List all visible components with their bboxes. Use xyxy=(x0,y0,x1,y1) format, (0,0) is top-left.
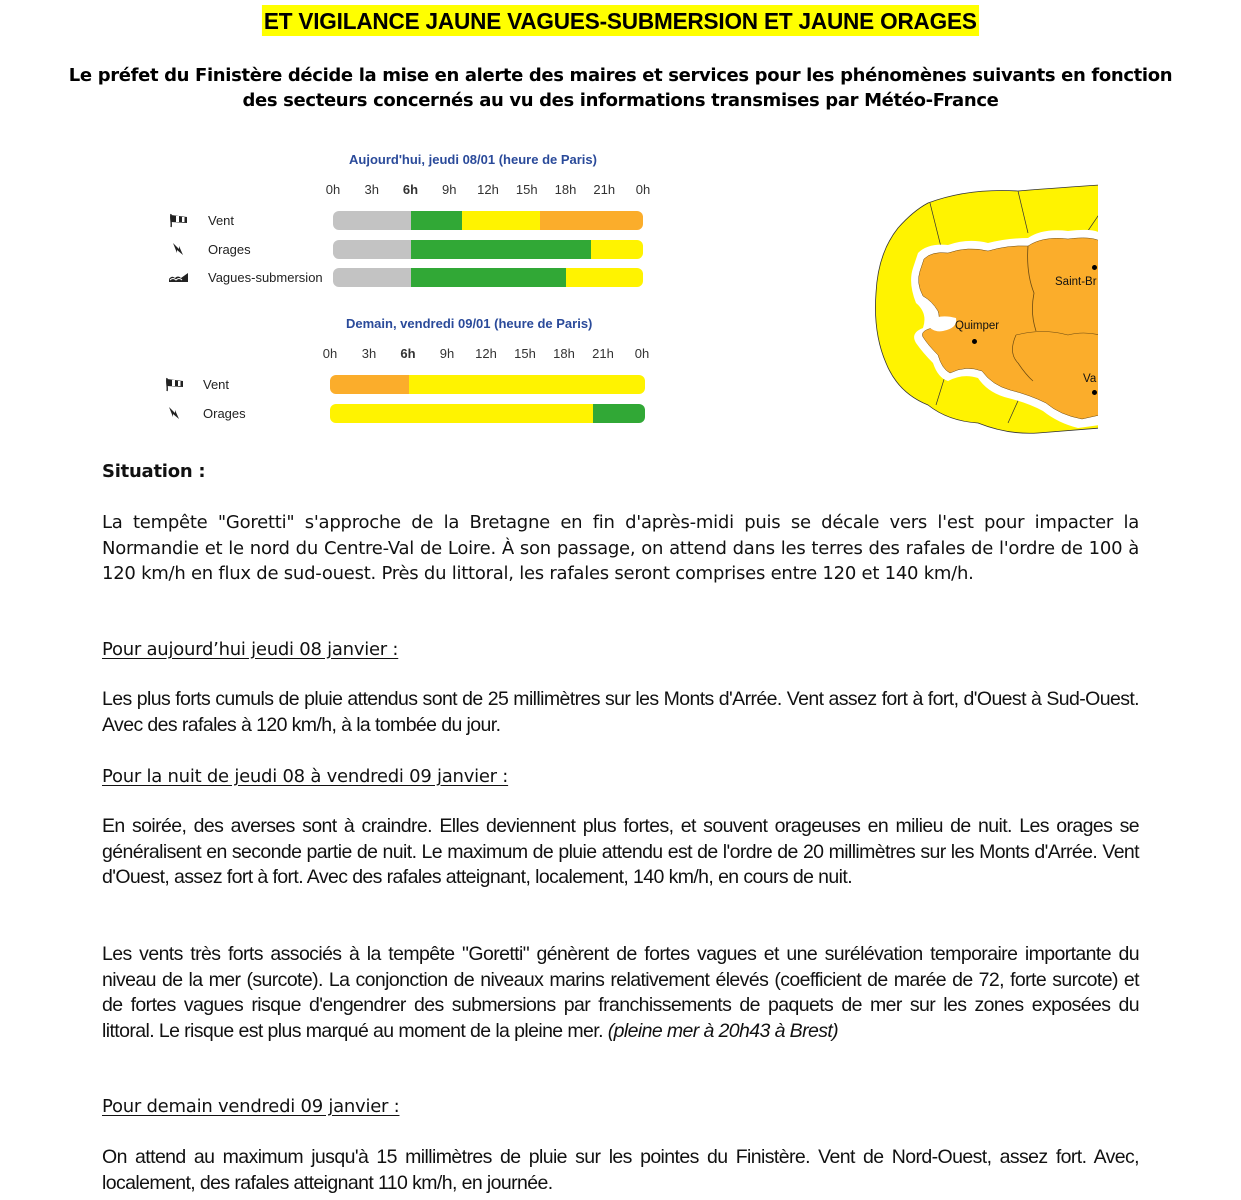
vigilance-today xyxy=(160,145,660,305)
map-dot-saint-brieuc xyxy=(1092,265,1097,270)
hour-tick: 18h xyxy=(554,182,577,197)
timeline-segment-orange xyxy=(540,211,643,230)
hour-tick: 15h xyxy=(515,182,538,197)
hour-tick: 21h xyxy=(592,346,614,361)
map-dot-vannes xyxy=(1092,390,1097,395)
row-label-orages: Orages xyxy=(203,406,246,421)
map-dot-quimper xyxy=(972,339,977,344)
waves-icon xyxy=(168,269,190,285)
row-orages-tomorrow xyxy=(164,404,654,424)
windsock-icon xyxy=(164,376,186,392)
high-tide-note: (pleine mer à 20h43 à Brest) xyxy=(607,1019,839,1042)
lightning-icon xyxy=(164,405,186,421)
night-heading: Pour la nuit de jeudi 08 à vendredi 09 janvier : xyxy=(102,766,509,787)
map-label-vannes: Va xyxy=(1083,373,1097,385)
today-heading: Pour aujourd’hui jeudi 08 janvier : xyxy=(102,639,399,660)
situation-heading: Situation : xyxy=(102,461,206,482)
hour-tick: 3h xyxy=(364,182,379,197)
timeline-segment-green xyxy=(411,240,592,259)
hour-tick: 0h xyxy=(634,346,650,361)
hour-tick: 9h xyxy=(442,182,457,197)
row-label-vent: Vent xyxy=(208,213,235,228)
row-vent xyxy=(168,211,658,231)
row-vagues-submersion xyxy=(168,268,658,288)
timeline-segment-gray xyxy=(333,240,411,259)
surge-text: Les vents très forts associés à la tempête "Goretti" génèrent de fortes vagues et une surélévation temporaire importante du niveau de la mer (surcote). La conjonction de niveaux marins relativement élevés (coefficient de marée de 72, forte surcote) et de fortes vagues risque d'engendrer des submersions par franchissements de paquets de mer sur les zones exposées du littoral. Le risque est plus marqué au moment de la pleine mer. xyxy=(102,943,1139,1042)
timeline-segment-yellow xyxy=(591,240,643,259)
hour-tick: 12h xyxy=(477,182,499,197)
map-label-quimper: Quimper xyxy=(955,320,1000,332)
headline-container xyxy=(0,5,1241,36)
hour-tick: 3h xyxy=(361,346,377,361)
timeline-segment-orange xyxy=(330,375,409,394)
timeline-bar-vent[interactable] xyxy=(333,211,643,230)
timeline-segment-yellow xyxy=(409,375,645,394)
timeline-bar-orages[interactable] xyxy=(330,404,645,423)
timeline-segment-gray xyxy=(333,268,411,287)
hour-tick: 9h xyxy=(439,346,455,361)
row-vent-tomorrow xyxy=(164,375,654,395)
hour-tick: 6h xyxy=(400,346,416,361)
timeline-segment-green xyxy=(411,268,566,287)
hour-tick: 0h xyxy=(322,346,338,361)
tomorrow-paragraph: On attend au maximum jusqu'à 15 millimètres de pluie sur les pointes du Finistère. Vent de Nord-Ouest, assez fort. Avec, localement, des rafales atteignant 110 km/h, en journée. xyxy=(102,1146,1139,1194)
vigilance-tomorrow-title: Demain, vendredi 09/01 (heure de Paris) xyxy=(346,316,593,331)
timeline-segment-yellow xyxy=(566,268,644,287)
vigilance-map xyxy=(868,183,1098,435)
timeline-bar-vagues-submersion[interactable] xyxy=(333,268,643,287)
row-orages xyxy=(168,240,658,260)
night-paragraph-2 xyxy=(102,942,1139,1044)
timeline-segment-green xyxy=(593,404,646,423)
hour-tick: 12h xyxy=(475,346,497,361)
vigilance-today-title: Aujourd'hui, jeudi 08/01 (heure de Paris) xyxy=(349,152,597,167)
night-paragraph: En soirée, des averses sont à craindre. Elles deviennent plus fortes, et souvent orageuses en milieu de nuit. Les orages se généralisent en seconde partie de nuit. Le maximum de pluie attendu est de l'ordre de 20 millimètres sur les Monts d'Arrée. Vent d'Ouest, assez fort à fort. Avec des rafales atteignant, localement, 140 km/h, en cours de nuit. xyxy=(102,815,1139,888)
timeline-segment-gray xyxy=(333,211,411,230)
vigilance-tomorrow xyxy=(160,308,660,433)
today-paragraph: Les plus forts cumuls de pluie attendus sont de 25 millimètres sur les Monts d'Arrée. Vent assez fort à fort, d'Ouest à Sud-Ouest. Avec des rafales à 120 km/h, à la tombée du jour. xyxy=(102,688,1139,736)
intro-text: Le préfet du Finistère décide la mise en alerte des maires et services pour les phénomènes suivants en fonction des secteurs concernés au vu des informations transmises par Météo-France xyxy=(68,65,1173,111)
hour-axis xyxy=(325,182,651,198)
windsock-icon xyxy=(168,212,190,228)
map-label-saint-brieuc: Saint-Br xyxy=(1055,276,1097,288)
hour-tick: 0h xyxy=(325,182,341,197)
headline: ET VIGILANCE JAUNE VAGUES-SUBMERSION ET JAUNE ORAGES xyxy=(262,5,979,36)
hour-tick: 21h xyxy=(593,182,616,197)
hour-tick: 0h xyxy=(635,182,651,197)
hour-tick: 15h xyxy=(514,346,536,361)
lightning-icon xyxy=(168,241,190,257)
situation-paragraph: La tempête "Goretti" s'approche de la Bretagne en fin d'après-midi puis se décale vers l'est pour impacter la Normandie et le nord du Centre-Val de Loire. À son passage, on attend dans les terres des rafales de l'ordre de 100 à 120 km/h en flux de sud-ouest. Près du littoral, les rafales seront comprises entre 120 et 140 km/h. xyxy=(102,512,1139,584)
row-label-orages: Orages xyxy=(208,242,251,257)
hour-tick: 6h xyxy=(402,182,419,197)
timeline-segment-yellow xyxy=(462,211,540,230)
row-label-vagues-submersion: Vagues-submersion xyxy=(208,270,323,285)
tomorrow-heading: Pour demain vendredi 09 janvier : xyxy=(102,1096,400,1117)
timeline-bar-orages[interactable] xyxy=(333,240,643,259)
hour-axis xyxy=(322,346,650,362)
hour-tick: 18h xyxy=(553,346,575,361)
timeline-segment-yellow xyxy=(330,404,593,423)
map-shape xyxy=(868,183,1098,435)
timeline-bar-vent[interactable] xyxy=(330,375,645,394)
row-label-vent: Vent xyxy=(203,377,230,392)
timeline-segment-green xyxy=(411,211,463,230)
